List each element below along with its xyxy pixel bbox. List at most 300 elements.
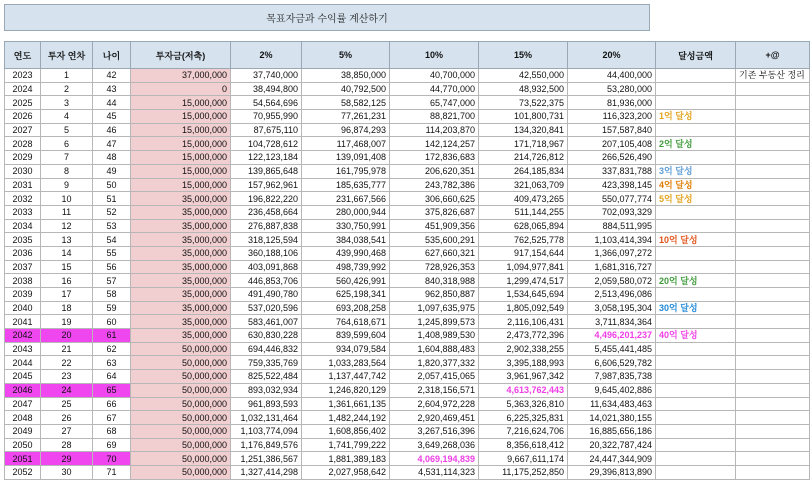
cell-rate-20[interactable]: 3,711,834,364 [568,315,656,329]
cell-rate-10[interactable]: 627,660,321 [390,246,479,260]
cell-achievement[interactable]: 4억 달성 [656,178,736,192]
cell-investment[interactable]: 35,000,000 [131,260,231,274]
cell-rate-2[interactable]: 38,494,800 [231,82,302,96]
cell-investment[interactable]: 50,000,000 [131,438,231,452]
cell-achievement[interactable] [656,411,736,425]
cell-invest-year[interactable]: 12 [41,219,93,233]
cell-invest-year[interactable]: 25 [41,397,93,411]
cell-extra[interactable] [736,452,810,466]
cell-investment[interactable]: 50,000,000 [131,465,231,479]
cell-rate-20[interactable]: 702,093,329 [568,205,656,219]
cell-rate-5[interactable]: 1,137,447,742 [302,370,390,384]
cell-year[interactable]: 2051 [5,452,41,466]
cell-rate-5[interactable]: 1,246,820,129 [302,383,390,397]
cell-year[interactable]: 2024 [5,82,41,96]
cell-rate-15[interactable]: 1,299,474,517 [479,274,568,288]
cell-age[interactable]: 54 [93,233,131,247]
header-age[interactable]: 나이 [93,42,131,69]
cell-age[interactable]: 67 [93,411,131,425]
cell-rate-20[interactable]: 44,400,000 [568,69,656,83]
cell-achievement[interactable] [656,397,736,411]
cell-rate-20[interactable]: 1,366,097,272 [568,246,656,260]
cell-rate-2[interactable]: 694,446,832 [231,342,302,356]
cell-rate-15[interactable]: 3,395,188,993 [479,356,568,370]
cell-rate-5[interactable]: 1,741,799,222 [302,438,390,452]
header-rate-20[interactable]: 20% [568,42,656,69]
cell-rate-15[interactable]: 628,065,894 [479,219,568,233]
cell-invest-year[interactable]: 6 [41,137,93,151]
cell-rate-20[interactable]: 1,103,414,394 [568,233,656,247]
cell-year[interactable]: 2036 [5,246,41,260]
cell-rate-2[interactable]: 276,887,838 [231,219,302,233]
header-investment[interactable]: 투자금(저축) [131,42,231,69]
header-rate-2[interactable]: 2% [231,42,302,69]
cell-rate-10[interactable]: 2,604,972,228 [390,397,479,411]
cell-extra[interactable] [736,301,810,315]
cell-investment[interactable]: 35,000,000 [131,288,231,302]
cell-rate-2[interactable]: 759,335,769 [231,356,302,370]
cell-rate-2[interactable]: 446,853,706 [231,274,302,288]
cell-year[interactable]: 2037 [5,260,41,274]
cell-invest-year[interactable]: 4 [41,110,93,124]
cell-age[interactable]: 55 [93,246,131,260]
cell-year[interactable]: 2034 [5,219,41,233]
cell-investment[interactable]: 50,000,000 [131,411,231,425]
cell-achievement[interactable]: 30억 달성 [656,301,736,315]
cell-age[interactable]: 52 [93,205,131,219]
cell-age[interactable]: 53 [93,219,131,233]
cell-extra[interactable] [736,110,810,124]
cell-rate-5[interactable]: 764,618,671 [302,315,390,329]
cell-rate-20[interactable]: 423,398,145 [568,178,656,192]
cell-rate-2[interactable]: 157,962,961 [231,178,302,192]
cell-rate-5[interactable]: 96,874,293 [302,123,390,137]
cell-year[interactable]: 2026 [5,110,41,124]
cell-achievement[interactable] [656,370,736,384]
cell-age[interactable]: 58 [93,288,131,302]
cell-age[interactable]: 66 [93,397,131,411]
cell-investment[interactable]: 50,000,000 [131,452,231,466]
cell-achievement[interactable] [656,205,736,219]
cell-rate-5[interactable]: 139,091,408 [302,151,390,165]
cell-rate-10[interactable]: 2,920,469,451 [390,411,479,425]
cell-investment[interactable]: 35,000,000 [131,274,231,288]
cell-year[interactable]: 2033 [5,205,41,219]
cell-investment[interactable]: 35,000,000 [131,329,231,343]
cell-rate-5[interactable]: 38,850,000 [302,69,390,83]
cell-rate-20[interactable]: 5,455,441,485 [568,342,656,356]
cell-age[interactable]: 42 [93,69,131,83]
cell-rate-20[interactable]: 337,831,788 [568,164,656,178]
cell-year[interactable]: 2050 [5,438,41,452]
cell-rate-5[interactable]: 839,599,604 [302,329,390,343]
cell-rate-10[interactable]: 243,782,386 [390,178,479,192]
cell-invest-year[interactable]: 18 [41,301,93,315]
cell-extra[interactable] [736,411,810,425]
cell-rate-20[interactable]: 29,396,813,890 [568,465,656,479]
cell-age[interactable]: 70 [93,452,131,466]
cell-age[interactable]: 68 [93,424,131,438]
cell-extra[interactable] [736,137,810,151]
header-rate-15[interactable]: 15% [479,42,568,69]
cell-age[interactable]: 47 [93,137,131,151]
cell-invest-year[interactable]: 30 [41,465,93,479]
cell-rate-5[interactable]: 58,582,125 [302,96,390,110]
cell-year[interactable]: 2049 [5,424,41,438]
sheet-title[interactable] [4,4,650,31]
cell-investment[interactable]: 15,000,000 [131,151,231,165]
cell-extra[interactable] [736,96,810,110]
cell-year[interactable]: 2028 [5,137,41,151]
cell-rate-5[interactable]: 693,208,258 [302,301,390,315]
cell-invest-year[interactable]: 5 [41,123,93,137]
cell-achievement[interactable] [656,96,736,110]
cell-year[interactable]: 2052 [5,465,41,479]
cell-rate-5[interactable]: 560,426,991 [302,274,390,288]
cell-age[interactable]: 57 [93,274,131,288]
cell-rate-5[interactable]: 77,261,231 [302,110,390,124]
cell-investment[interactable]: 35,000,000 [131,205,231,219]
cell-age[interactable]: 51 [93,192,131,206]
cell-rate-20[interactable]: 16,885,656,186 [568,424,656,438]
cell-investment[interactable]: 35,000,000 [131,301,231,315]
header-rate-5[interactable]: 5% [302,42,390,69]
cell-rate-15[interactable]: 7,216,624,706 [479,424,568,438]
cell-age[interactable]: 43 [93,82,131,96]
cell-rate-10[interactable]: 1,604,888,483 [390,342,479,356]
cell-year[interactable]: 2039 [5,288,41,302]
cell-age[interactable]: 44 [93,96,131,110]
cell-rate-20[interactable]: 266,526,490 [568,151,656,165]
cell-investment[interactable]: 35,000,000 [131,315,231,329]
cell-rate-20[interactable]: 157,587,840 [568,123,656,137]
cell-invest-year[interactable]: 9 [41,178,93,192]
cell-rate-15[interactable]: 1,094,977,841 [479,260,568,274]
cell-rate-10[interactable]: 206,620,351 [390,164,479,178]
cell-rate-15[interactable]: 2,473,772,396 [479,329,568,343]
cell-achievement[interactable] [656,315,736,329]
cell-age[interactable]: 48 [93,151,131,165]
cell-rate-10[interactable]: 88,821,700 [390,110,479,124]
cell-extra[interactable] [736,219,810,233]
cell-rate-20[interactable]: 550,077,774 [568,192,656,206]
header-achievement[interactable]: 달성금액 [656,42,736,69]
cell-extra[interactable] [736,465,810,479]
cell-achievement[interactable] [656,342,736,356]
cell-rate-15[interactable]: 1,805,092,549 [479,301,568,315]
cell-achievement[interactable] [656,246,736,260]
cell-rate-20[interactable]: 81,936,000 [568,96,656,110]
cell-rate-5[interactable]: 384,038,541 [302,233,390,247]
cell-rate-2[interactable]: 893,032,934 [231,383,302,397]
cell-invest-year[interactable]: 24 [41,383,93,397]
cell-investment[interactable]: 35,000,000 [131,233,231,247]
cell-rate-10[interactable]: 1,097,635,975 [390,301,479,315]
cell-rate-20[interactable]: 53,280,000 [568,82,656,96]
cell-rate-2[interactable]: 104,728,612 [231,137,302,151]
cell-rate-20[interactable]: 2,059,580,072 [568,274,656,288]
cell-extra[interactable] [736,370,810,384]
cell-age[interactable]: 49 [93,164,131,178]
cell-achievement[interactable] [656,260,736,274]
cell-rate-15[interactable]: 134,320,841 [479,123,568,137]
cell-achievement[interactable]: 2억 달성 [656,137,736,151]
cell-rate-10[interactable]: 40,700,000 [390,69,479,83]
cell-rate-2[interactable]: 537,020,596 [231,301,302,315]
cell-rate-5[interactable]: 161,795,978 [302,164,390,178]
cell-rate-2[interactable]: 37,740,000 [231,69,302,83]
cell-investment[interactable]: 37,000,000 [131,69,231,83]
cell-rate-10[interactable]: 3,267,516,396 [390,424,479,438]
cell-rate-15[interactable]: 3,961,967,342 [479,370,568,384]
cell-rate-20[interactable]: 207,105,408 [568,137,656,151]
cell-rate-5[interactable]: 1,608,856,402 [302,424,390,438]
cell-investment[interactable]: 15,000,000 [131,164,231,178]
cell-age[interactable]: 50 [93,178,131,192]
cell-investment[interactable]: 15,000,000 [131,110,231,124]
cell-rate-15[interactable]: 11,175,252,850 [479,465,568,479]
cell-rate-15[interactable]: 409,473,265 [479,192,568,206]
cell-rate-2[interactable]: 1,327,414,298 [231,465,302,479]
cell-achievement[interactable] [656,82,736,96]
cell-year[interactable]: 2045 [5,370,41,384]
cell-invest-year[interactable]: 15 [41,260,93,274]
cell-achievement[interactable]: 10억 달성 [656,233,736,247]
cell-rate-20[interactable]: 116,323,200 [568,110,656,124]
cell-rate-2[interactable]: 1,032,131,464 [231,411,302,425]
cell-rate-2[interactable]: 236,458,664 [231,205,302,219]
cell-extra[interactable] [736,438,810,452]
cell-invest-year[interactable]: 7 [41,151,93,165]
cell-invest-year[interactable]: 10 [41,192,93,206]
cell-extra[interactable] [736,205,810,219]
cell-achievement[interactable] [656,438,736,452]
cell-extra[interactable] [736,151,810,165]
cell-achievement[interactable] [656,219,736,233]
cell-extra[interactable] [736,123,810,137]
cell-investment[interactable]: 15,000,000 [131,178,231,192]
cell-achievement[interactable] [656,123,736,137]
cell-rate-5[interactable]: 934,079,584 [302,342,390,356]
header-extra[interactable]: +@ [736,42,810,69]
cell-rate-20[interactable]: 3,058,195,304 [568,301,656,315]
cell-rate-5[interactable]: 2,027,958,642 [302,465,390,479]
cell-extra[interactable] [736,164,810,178]
cell-rate-10[interactable]: 4,531,114,323 [390,465,479,479]
cell-extra[interactable] [736,260,810,274]
cell-achievement[interactable] [656,465,736,479]
cell-investment[interactable]: 35,000,000 [131,219,231,233]
cell-rate-20[interactable]: 884,511,995 [568,219,656,233]
cell-rate-10[interactable]: 2,318,156,571 [390,383,479,397]
cell-rate-10[interactable]: 44,770,000 [390,82,479,96]
cell-age[interactable]: 69 [93,438,131,452]
cell-rate-5[interactable]: 1,033,283,564 [302,356,390,370]
cell-rate-10[interactable]: 840,318,988 [390,274,479,288]
cell-year[interactable]: 2032 [5,192,41,206]
cell-extra[interactable] [736,315,810,329]
cell-rate-10[interactable]: 142,124,257 [390,137,479,151]
cell-rate-5[interactable]: 185,635,777 [302,178,390,192]
cell-achievement[interactable]: 5억 달성 [656,192,736,206]
cell-achievement[interactable] [656,383,736,397]
cell-extra[interactable] [736,274,810,288]
cell-investment[interactable]: 15,000,000 [131,123,231,137]
cell-achievement[interactable] [656,452,736,466]
cell-year[interactable]: 2042 [5,329,41,343]
cell-rate-2[interactable]: 961,893,593 [231,397,302,411]
cell-rate-5[interactable]: 498,739,992 [302,260,390,274]
cell-investment[interactable]: 15,000,000 [131,96,231,110]
cell-invest-year[interactable]: 8 [41,164,93,178]
cell-year[interactable]: 2035 [5,233,41,247]
cell-rate-15[interactable]: 6,225,325,831 [479,411,568,425]
cell-age[interactable]: 56 [93,260,131,274]
cell-invest-year[interactable]: 29 [41,452,93,466]
cell-rate-20[interactable]: 24,447,344,909 [568,452,656,466]
cell-rate-15[interactable]: 917,154,644 [479,246,568,260]
cell-rate-10[interactable]: 451,909,356 [390,219,479,233]
cell-age[interactable]: 59 [93,301,131,315]
cell-year[interactable]: 2025 [5,96,41,110]
cell-year[interactable]: 2041 [5,315,41,329]
cell-invest-year[interactable]: 2 [41,82,93,96]
cell-rate-15[interactable]: 214,726,812 [479,151,568,165]
cell-rate-15[interactable]: 101,800,731 [479,110,568,124]
cell-rate-5[interactable]: 280,000,944 [302,205,390,219]
cell-year[interactable]: 2030 [5,164,41,178]
cell-rate-20[interactable]: 4,496,201,237 [568,329,656,343]
cell-year[interactable]: 2046 [5,383,41,397]
cell-rate-15[interactable]: 2,116,106,431 [479,315,568,329]
cell-year[interactable]: 2047 [5,397,41,411]
cell-invest-year[interactable]: 11 [41,205,93,219]
cell-year[interactable]: 2040 [5,301,41,315]
cell-rate-15[interactable]: 4,613,762,443 [479,383,568,397]
cell-rate-2[interactable]: 87,675,110 [231,123,302,137]
cell-investment[interactable]: 0 [131,82,231,96]
cell-rate-2[interactable]: 1,103,774,094 [231,424,302,438]
cell-rate-20[interactable]: 7,987,835,738 [568,370,656,384]
cell-extra[interactable] [736,192,810,206]
cell-extra[interactable] [736,356,810,370]
cell-rate-2[interactable]: 583,461,007 [231,315,302,329]
cell-rate-2[interactable]: 1,251,386,567 [231,452,302,466]
cell-invest-year[interactable]: 14 [41,246,93,260]
cell-extra[interactable] [736,178,810,192]
cell-extra[interactable] [736,383,810,397]
cell-rate-10[interactable]: 375,826,687 [390,205,479,219]
cell-rate-15[interactable]: 48,932,500 [479,82,568,96]
cell-rate-5[interactable]: 330,750,991 [302,219,390,233]
cell-rate-15[interactable]: 42,550,000 [479,69,568,83]
cell-invest-year[interactable]: 21 [41,342,93,356]
cell-rate-2[interactable]: 139,865,648 [231,164,302,178]
cell-rate-2[interactable]: 70,955,990 [231,110,302,124]
cell-rate-20[interactable]: 1,681,316,727 [568,260,656,274]
cell-rate-15[interactable]: 321,063,709 [479,178,568,192]
cell-age[interactable]: 71 [93,465,131,479]
cell-investment[interactable]: 35,000,000 [131,192,231,206]
cell-rate-10[interactable]: 3,649,268,036 [390,438,479,452]
cell-extra[interactable] [736,82,810,96]
cell-achievement[interactable]: 40억 달성 [656,329,736,343]
cell-rate-10[interactable]: 962,850,887 [390,288,479,302]
cell-invest-year[interactable]: 1 [41,69,93,83]
cell-rate-10[interactable]: 172,836,683 [390,151,479,165]
cell-rate-2[interactable]: 318,125,594 [231,233,302,247]
cell-extra[interactable] [736,246,810,260]
cell-invest-year[interactable]: 28 [41,438,93,452]
cell-rate-20[interactable]: 20,322,787,424 [568,438,656,452]
cell-extra[interactable] [736,329,810,343]
cell-investment[interactable]: 15,000,000 [131,137,231,151]
cell-rate-15[interactable]: 171,718,967 [479,137,568,151]
cell-year[interactable]: 2029 [5,151,41,165]
cell-rate-5[interactable]: 625,198,341 [302,288,390,302]
cell-investment[interactable]: 50,000,000 [131,424,231,438]
cell-investment[interactable]: 50,000,000 [131,397,231,411]
cell-invest-year[interactable]: 27 [41,424,93,438]
cell-rate-2[interactable]: 491,490,780 [231,288,302,302]
cell-invest-year[interactable]: 3 [41,96,93,110]
cell-year[interactable]: 2048 [5,411,41,425]
cell-rate-2[interactable]: 1,176,849,576 [231,438,302,452]
cell-rate-10[interactable]: 114,203,870 [390,123,479,137]
header-rate-10[interactable]: 10% [390,42,479,69]
cell-achievement[interactable] [656,356,736,370]
cell-age[interactable]: 46 [93,123,131,137]
cell-achievement[interactable] [656,151,736,165]
cell-invest-year[interactable]: 19 [41,315,93,329]
cell-rate-10[interactable]: 1,408,989,530 [390,329,479,343]
cell-rate-2[interactable]: 54,564,696 [231,96,302,110]
cell-age[interactable]: 45 [93,110,131,124]
cell-rate-2[interactable]: 403,091,868 [231,260,302,274]
cell-invest-year[interactable]: 23 [41,370,93,384]
cell-rate-20[interactable]: 11,634,483,463 [568,397,656,411]
cell-achievement[interactable] [656,288,736,302]
cell-invest-year[interactable]: 13 [41,233,93,247]
cell-extra[interactable] [736,233,810,247]
cell-rate-10[interactable]: 728,926,353 [390,260,479,274]
cell-rate-15[interactable]: 5,363,326,810 [479,397,568,411]
cell-year[interactable]: 2031 [5,178,41,192]
cell-invest-year[interactable]: 26 [41,411,93,425]
cell-rate-2[interactable]: 825,522,484 [231,370,302,384]
cell-age[interactable]: 61 [93,329,131,343]
cell-year[interactable]: 2043 [5,342,41,356]
cell-invest-year[interactable]: 16 [41,274,93,288]
cell-year[interactable]: 2027 [5,123,41,137]
cell-rate-5[interactable]: 1,361,661,135 [302,397,390,411]
cell-rate-15[interactable]: 1,534,645,694 [479,288,568,302]
cell-rate-5[interactable]: 117,468,007 [302,137,390,151]
cell-investment[interactable]: 50,000,000 [131,370,231,384]
cell-rate-20[interactable]: 9,645,402,886 [568,383,656,397]
cell-rate-15[interactable]: 9,667,611,174 [479,452,568,466]
cell-investment[interactable]: 50,000,000 [131,342,231,356]
cell-rate-15[interactable]: 2,902,338,255 [479,342,568,356]
cell-rate-15[interactable]: 264,185,834 [479,164,568,178]
cell-extra[interactable] [736,288,810,302]
cell-age[interactable]: 65 [93,383,131,397]
cell-rate-10[interactable]: 535,600,291 [390,233,479,247]
cell-investment[interactable]: 50,000,000 [131,383,231,397]
cell-rate-15[interactable]: 73,522,375 [479,96,568,110]
cell-rate-15[interactable]: 8,356,618,412 [479,438,568,452]
cell-age[interactable]: 63 [93,356,131,370]
